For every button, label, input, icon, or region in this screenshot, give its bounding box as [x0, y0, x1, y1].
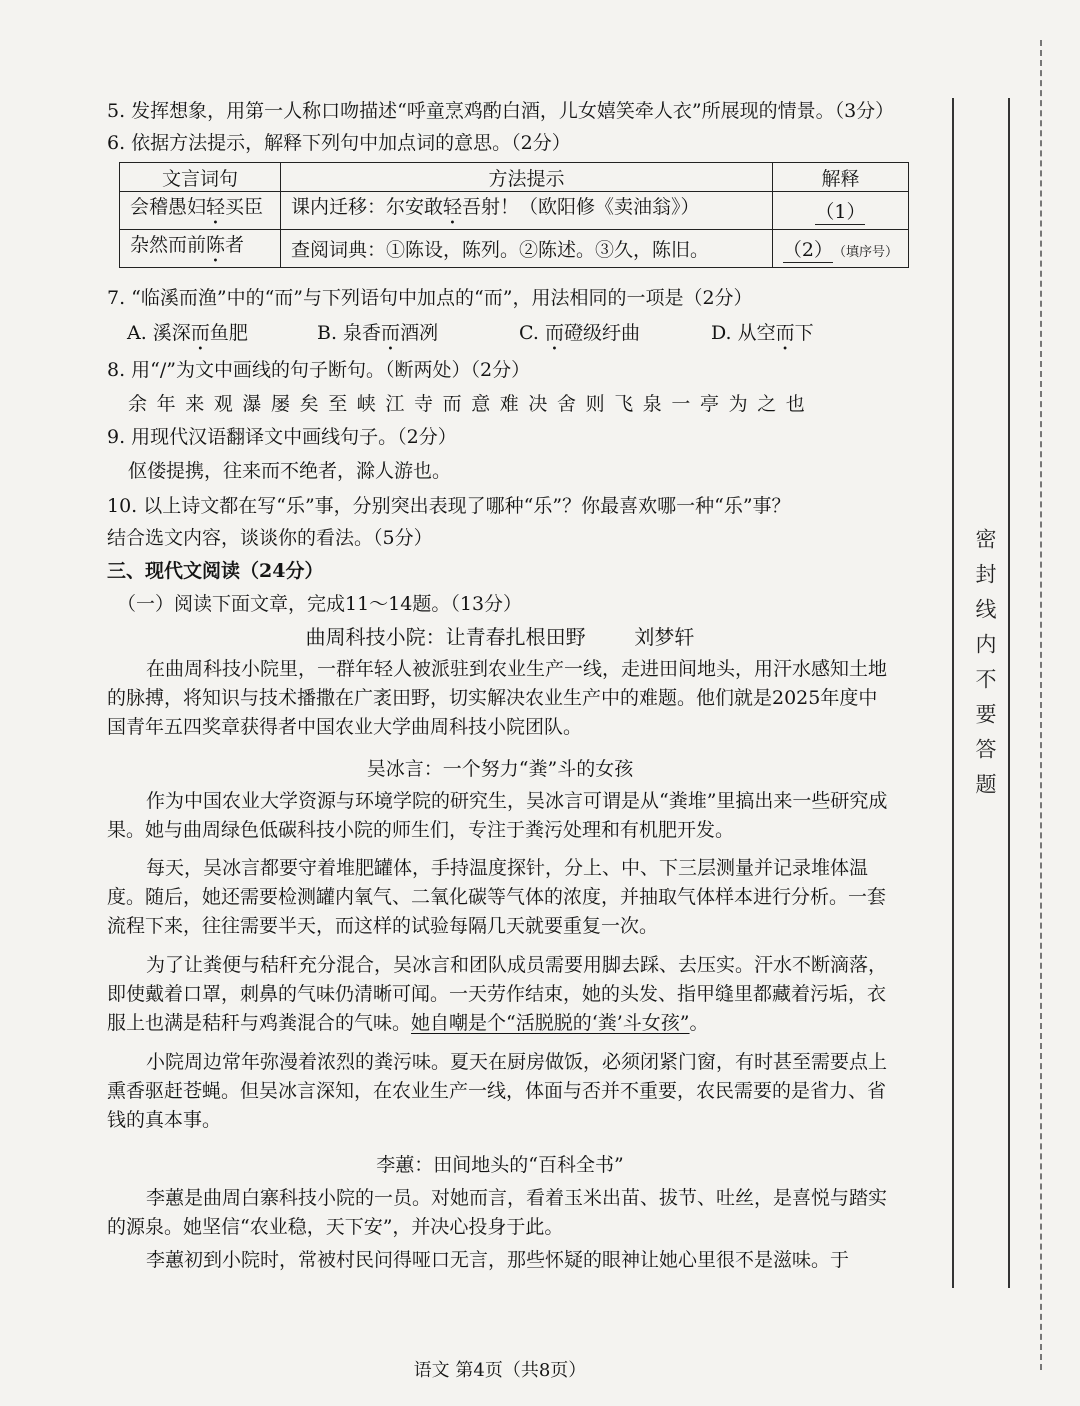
phrase-cell: 会稽愚妇轻买臣	[120, 192, 281, 230]
binding-line-left	[952, 98, 954, 1288]
underlined-sentence: 她自嘲是个“活脱脱的‘粪’斗女孩”	[411, 1012, 690, 1034]
option-a: A. 溪深而鱼肥	[127, 322, 248, 344]
header-phrase: 文言词句	[120, 163, 281, 192]
answer-blank-2: （2）（填序号）	[772, 230, 908, 268]
paragraph-4: 为了让粪便与秸秆充分混合，吴冰言和团队成员需要用脚去踩、去压实。汗水不断滴落，即使戴着口罩，刺鼻的气味仍清晰可闻。一天劳作结束，她的头发、指甲缝里都藏着污垢，衣服上也满是秸秆与鸡粪混合的气味。她自嘲是个“活脱脱的‘粪’斗女孩”。	[107, 954, 888, 1034]
table-header-row	[120, 163, 909, 192]
article-author: 刘梦轩	[634, 625, 695, 649]
hint-cell: 课内迁移：尔安敢轻吾射！（欧阳修《卖油翁》）	[281, 192, 773, 230]
question-10-line1: 10. 以上诗文都在写“乐”事，分别突出表现了哪种“乐”？你最喜欢哪一种“乐”事？	[107, 495, 791, 517]
paragraph-5: 小院周边常年弥漫着浓烈的粪污味。夏天在厨房做饭，必须闭紧门窗，有时甚至需要点上熏香驱赶苍蝇。但吴冰言深知，在农业生产一线，体面与否并不重要，农民需要的是省力、省钱的真本事。	[107, 1051, 888, 1131]
option-b: B. 泉香而酒冽	[317, 322, 439, 344]
paragraph-1: 在曲周科技小院里，一群年轻人被派驻到农业生产一线，走进田间地头，用汗水感知土地的脉搏，将知识与技术播撒在广袤田野，切实解决农业生产中的难题。他们就是2025年度中国青年五四奖章获得者中国农业大学曲周科技小院团队。	[107, 658, 888, 738]
page-footer: 语文 第4页（共8页）	[413, 1360, 587, 1381]
paragraph-7: 李蕙初到小院时，常被村民问得哑口无言，那些怀疑的眼神让她心里很不是滋味。于	[146, 1249, 850, 1271]
question-7-stem: 7. “临溪而渔”中的“而”与下列语句中加点的“而”，用法相同的一项是（2分）	[107, 287, 753, 309]
header-answer: 解释	[772, 163, 908, 192]
subsection-1-heading: （一）阅读下面文章，完成11～14题。（13分）	[117, 593, 523, 615]
dotted-word: 陈	[206, 234, 226, 256]
paragraph-6: 李蕙是曲周白寨科技小院的一员。对她而言，看着玉米出苗、拔节、吐丝，是喜悦与踏实的源泉。她坚信“农业稳，天下安”，并决心投身于此。	[107, 1187, 888, 1238]
article-title: 曲周科技小院：让青春扎根田野	[305, 625, 586, 649]
question-9-stem: 9. 用现代汉语翻译文中画线句子。（2分）	[107, 426, 457, 448]
question-9-text: 伛偻提携，往来而不绝者，滁人游也。	[128, 460, 452, 482]
answer-blank-1: （1）	[772, 192, 908, 230]
phrase-cell: 杂然而前陈者	[120, 230, 281, 268]
subheading-li: 李蕙：田间地头的“百科全书”	[376, 1154, 624, 1176]
question-8-stem: 8. 用“/”为文中画线的句子断句。（断两处）（2分）	[107, 359, 531, 381]
paragraph-3: 每天，吴冰言都要守着堆肥罐体，手持温度探针，分上、中、下三层测量并记录堆体温度。随后，她还需要检测罐内氧气、二氧化碳等气体的浓度，并抽取气体样本进行分析。一套流程下来，往往需要半天，而这样的试验每隔几天就要重复一次。	[107, 857, 887, 937]
table-row	[120, 192, 909, 230]
hint-cell: 查阅词典：①陈设，陈列。②陈述。③久，陈旧。	[281, 230, 773, 268]
paragraph-2: 作为中国农业大学资源与环境学院的研究生，吴冰言可谓是从“粪堆”里搞出来一些研究成果。她与曲周绿色低碳科技小院的师生们，专注于粪污处理和有机肥开发。	[107, 790, 888, 841]
binding-dashed-line	[1040, 40, 1042, 1370]
seal-line-notice: 密封线内不要答题	[960, 520, 1000, 816]
dotted-word: 轻	[206, 196, 226, 218]
question-10-line2: 结合选文内容，谈谈你的看法。（5分）	[107, 527, 433, 549]
header-hint: 方法提示	[281, 163, 773, 192]
binding-line-right	[1008, 98, 1010, 1288]
table-row	[120, 230, 909, 268]
option-d: D. 从空而下	[711, 322, 814, 344]
question-6-stem: 6. 依据方法提示，解释下列句中加点词的意思。（2分）	[107, 132, 571, 154]
question-8-text: 余年来观瀑屡矣至峡江寺而意难决舍则飞泉一亭为之也	[128, 393, 815, 415]
subheading-wu: 吴冰言：一个努力“粪”斗的女孩	[366, 758, 634, 780]
section-3-heading: 三、现代文阅读（24分）	[107, 560, 324, 582]
question-5: 5. 发挥想象，用第一人称口吻描述“呼童烹鸡酌白酒，儿女嬉笑牵人衣”所展现的情景。（3分）	[107, 100, 895, 122]
article-title-row	[107, 624, 893, 650]
option-c: C. 而磴级纡曲	[519, 322, 640, 344]
question-6-table	[119, 162, 909, 268]
